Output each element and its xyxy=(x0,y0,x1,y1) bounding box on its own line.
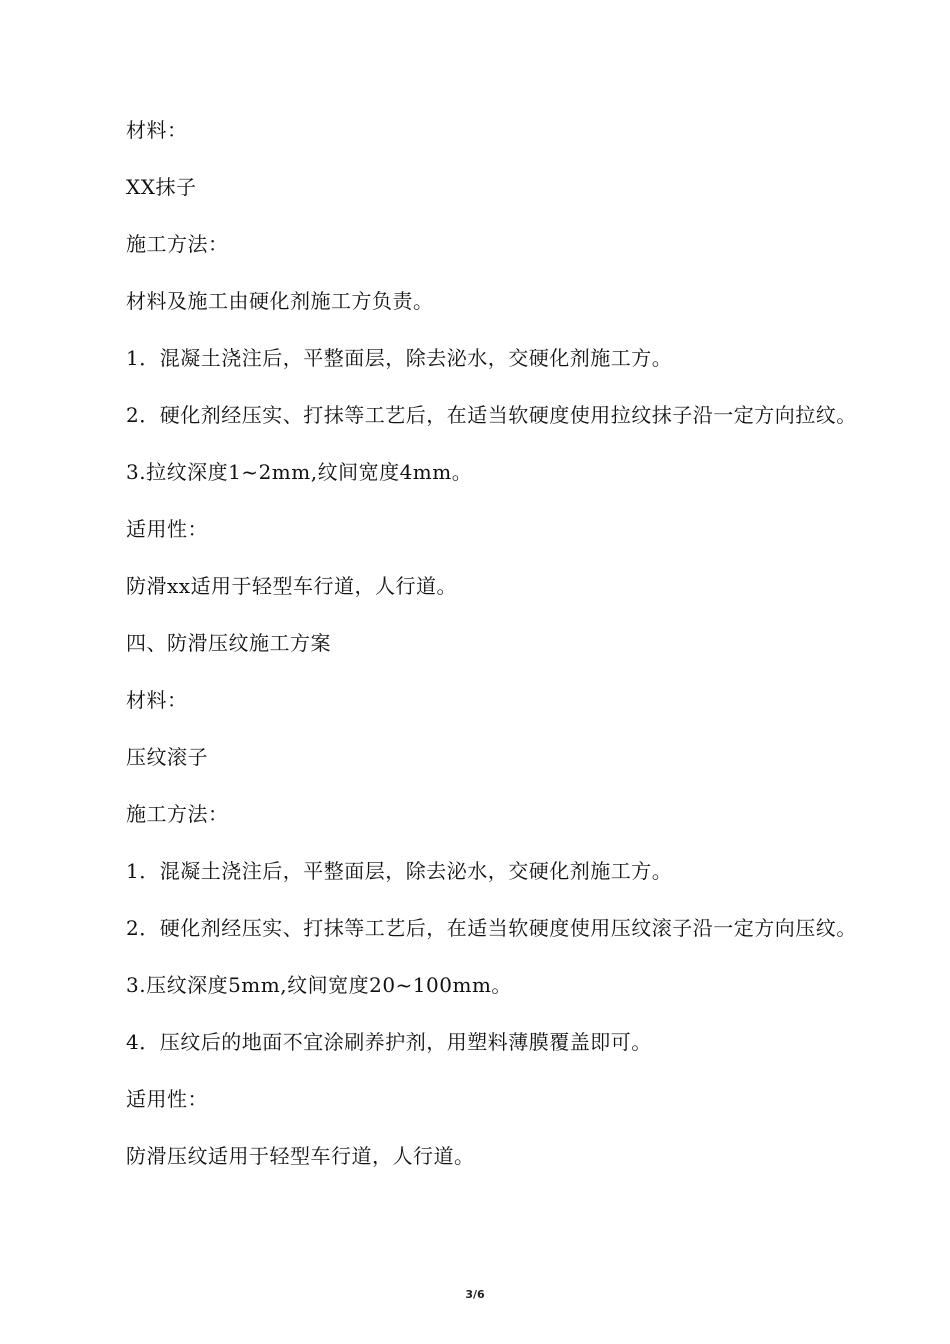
paragraph-step-2b: 2．硬化剂经压实、打抹等工艺后，在适当软硬度使用压纹滚子沿一定方向压纹。 xyxy=(126,916,857,940)
paragraph-applicability-label-1: 适用性： xyxy=(126,517,208,541)
paragraph-step-4b: 4．压纹后的地面不宜涂刷养护剂，用塑料薄膜覆盖即可。 xyxy=(126,1030,652,1054)
paragraph-step-3a: 3.拉纹深度1~2mm,纹间宽度4mm。 xyxy=(126,460,473,484)
paragraph-roller: 压纹滚子 xyxy=(126,745,208,769)
page-number: 3/6 xyxy=(465,1288,485,1301)
section-heading-4: 四、防滑压纹施工方案 xyxy=(126,631,331,655)
paragraph-materials-label-2: 材料： xyxy=(126,688,188,712)
paragraph-step-1b: 1．混凝土浇注后，平整面层，除去泌水，交硬化剂施工方。 xyxy=(126,859,673,883)
paragraph-applicability-label-2: 适用性： xyxy=(126,1087,208,1111)
paragraph-method-label-1: 施工方法： xyxy=(126,232,229,256)
paragraph-step-2a: 2．硬化剂经压实、打抹等工艺后，在适当软硬度使用拉纹抹子沿一定方向拉纹。 xyxy=(126,403,857,427)
paragraph-method-label-2: 施工方法： xyxy=(126,802,229,826)
paragraph-materials-label-1: 材料： xyxy=(126,118,188,142)
paragraph-responsibility: 材料及施工由硬化剂施工方负责。 xyxy=(126,289,434,313)
paragraph-step-1a: 1．混凝土浇注后，平整面层，除去泌水，交硬化剂施工方。 xyxy=(126,346,673,370)
paragraph-applicability-1: 防滑xx适用于轻型车行道，人行道。 xyxy=(126,574,458,598)
paragraph-trowel: XX抹子 xyxy=(126,175,197,199)
paragraph-step-3b: 3.压纹深度5mm,纹间宽度20~100mm。 xyxy=(126,973,512,997)
paragraph-applicability-2: 防滑压纹适用于轻型车行道，人行道。 xyxy=(126,1144,475,1168)
document-body xyxy=(82,113,857,1196)
